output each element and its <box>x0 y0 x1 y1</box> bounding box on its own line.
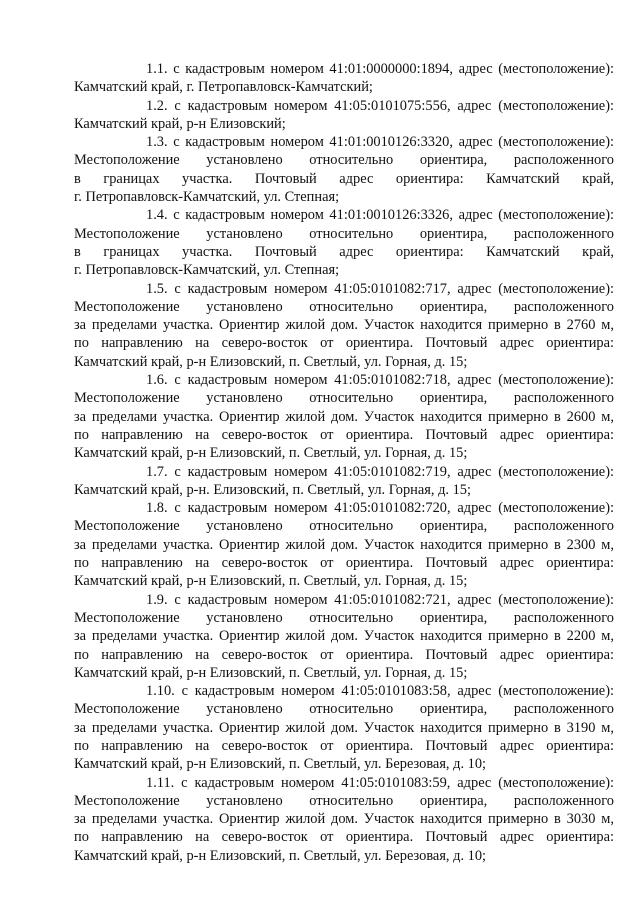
item-line: за пределами участка. Ориентир жилой дом. Участок находится примерно в 3190 м, <box>74 719 614 736</box>
item-first-line <box>74 682 614 700</box>
item-line: за пределами участка. Ориентир жилой дом. Участок находится примерно в 2600 м, <box>74 408 614 425</box>
item-text: с кадастровым номером 41:05:0101082:719, адрес (местоположение): <box>174 463 614 480</box>
item-line: Камчатский край, р-н. Елизовский, п. Светлый, ул. Горная, д. 15; <box>74 481 471 498</box>
item-line: за пределами участка. Ориентир жилой дом. Участок находится примерно в 2760 м, <box>74 317 614 334</box>
item-line: Камчатский край, р-н Елизовский; <box>74 115 286 132</box>
item-line: Камчатский край, г. Петропавловск-Камчатский; <box>74 79 373 96</box>
item-line: Местоположение установлено относительно ориентира, расположенного <box>74 390 614 407</box>
list-item <box>74 133 614 206</box>
item-text: с кадастровым номером 41:05:0101082:717, адрес (местоположение): <box>174 280 614 297</box>
item-number: 1.2. <box>146 97 168 114</box>
item-number: 1.4. <box>146 207 168 224</box>
document-page <box>74 60 614 865</box>
list-item <box>74 499 614 590</box>
item-number: 1.7. <box>146 463 168 480</box>
item-line: Камчатский край, р-н Елизовский, п. Светлый, ул. Горная, д. 15; <box>74 664 468 681</box>
list-item <box>74 774 614 865</box>
item-first-line <box>74 591 614 609</box>
item-first-line <box>74 97 614 115</box>
list-item <box>74 280 614 371</box>
item-line: по направлению на северо-восток от ориентира. Почтовый адрес ориентира: <box>74 737 614 754</box>
item-line: в границах участка. Почтовый адрес ориентира: Камчатский край, <box>74 243 614 260</box>
item-text: с кадастровым номером 41:05:0101083:58, адрес (местоположение): <box>181 683 614 700</box>
item-number: 1.1. <box>146 61 168 77</box>
item-line: Камчатский край, р-н Елизовский, п. Светлый, ул. Горная, д. 15; <box>74 353 468 370</box>
item-line: г. Петропавловск-Камчатский, ул. Степная; <box>74 189 340 206</box>
item-line: Местоположение установлено относительно ориентира, расположенного <box>74 701 614 718</box>
list-item <box>74 97 614 134</box>
item-line: по направлению на северо-восток от ориентира. Почтовый адрес ориентира: <box>74 426 614 443</box>
list-item <box>74 591 614 682</box>
list-item <box>74 60 614 97</box>
item-text: с кадастровым номером 41:05:0101083:59, адрес (местоположение): <box>181 774 614 791</box>
item-line: Местоположение установлено относительно ориентира, расположенного <box>74 792 614 809</box>
item-line: по направлению на северо-восток от ориентира. Почтовый адрес ориентира: <box>74 335 614 352</box>
item-line: Местоположение установлено относительно ориентира, расположенного <box>74 225 614 242</box>
item-number: 1.8. <box>146 500 168 517</box>
item-text: с кадастровым номером 41:01:0000000:1894, адрес (местоположение): <box>173 61 614 77</box>
item-line: Местоположение установлено относительно ориентира, расположенного <box>74 152 614 169</box>
item-line: за пределами участка. Ориентир жилой дом. Участок находится примерно в 3030 м, <box>74 811 614 828</box>
item-text: с кадастровым номером 41:05:0101082:721, адрес (местоположение): <box>174 591 614 608</box>
item-first-line <box>74 463 614 481</box>
item-first-line <box>74 280 614 298</box>
item-line: по направлению на северо-восток от ориентира. Почтовый адрес ориентира: <box>74 829 614 846</box>
item-first-line <box>74 371 614 389</box>
item-line: по направлению на северо-восток от ориентира. Почтовый адрес ориентира: <box>74 555 614 572</box>
item-line: Местоположение установлено относительно ориентира, расположенного <box>74 298 614 315</box>
item-line: Камчатский край, р-н Елизовский, п. Светлый, ул. Горная, д. 15; <box>74 445 468 462</box>
item-line: в границах участка. Почтовый адрес ориентира: Камчатский край, <box>74 170 614 187</box>
list-item <box>74 463 614 500</box>
item-text: с кадастровым номером 41:01:0010126:3320, адрес (местоположение): <box>173 134 614 151</box>
item-line: Местоположение установлено относительно ориентира, расположенного <box>74 609 614 626</box>
item-line: г. Петропавловск-Камчатский, ул. Степная; <box>74 262 340 279</box>
item-first-line <box>74 133 614 151</box>
item-text: с кадастровым номером 41:05:0101075:556, адрес (местоположение): <box>174 97 614 114</box>
item-first-line <box>74 499 614 517</box>
item-first-line <box>74 206 614 224</box>
item-line: Камчатский край, р-н Елизовский, п. Светлый, ул. Березовая, д. 10; <box>74 847 487 864</box>
item-text: с кадастровым номером 41:01:0010126:3326, адрес (местоположение): <box>173 207 614 224</box>
item-line: Камчатский край, р-н Елизовский, п. Светлый, ул. Горная, д. 15; <box>74 573 468 590</box>
item-text: с кадастровым номером 41:05:0101082:718, адрес (местоположение): <box>174 372 614 389</box>
item-text: с кадастровым номером 41:05:0101082:720, адрес (местоположение): <box>174 500 614 517</box>
list-item <box>74 371 614 462</box>
item-number: 1.3. <box>146 134 168 151</box>
item-number: 1.5. <box>146 280 168 297</box>
item-number: 1.10. <box>146 683 175 700</box>
item-number: 1.6. <box>146 372 168 389</box>
item-first-line <box>74 60 614 78</box>
item-line: по направлению на северо-восток от ориентира. Почтовый адрес ориентира: <box>74 646 614 663</box>
item-number: 1.11. <box>146 774 175 791</box>
item-line: за пределами участка. Ориентир жилой дом. Участок находится примерно в 2200 м, <box>74 628 614 645</box>
item-number: 1.9. <box>146 591 168 608</box>
list-item <box>74 206 614 279</box>
item-line: за пределами участка. Ориентир жилой дом. Участок находится примерно в 2300 м, <box>74 536 614 553</box>
item-line: Местоположение установлено относительно ориентира, расположенного <box>74 518 614 535</box>
list-item <box>74 682 614 773</box>
item-line: Камчатский край, р-н Елизовский, п. Светлый, ул. Березовая, д. 10; <box>74 756 487 773</box>
item-first-line <box>74 774 614 792</box>
